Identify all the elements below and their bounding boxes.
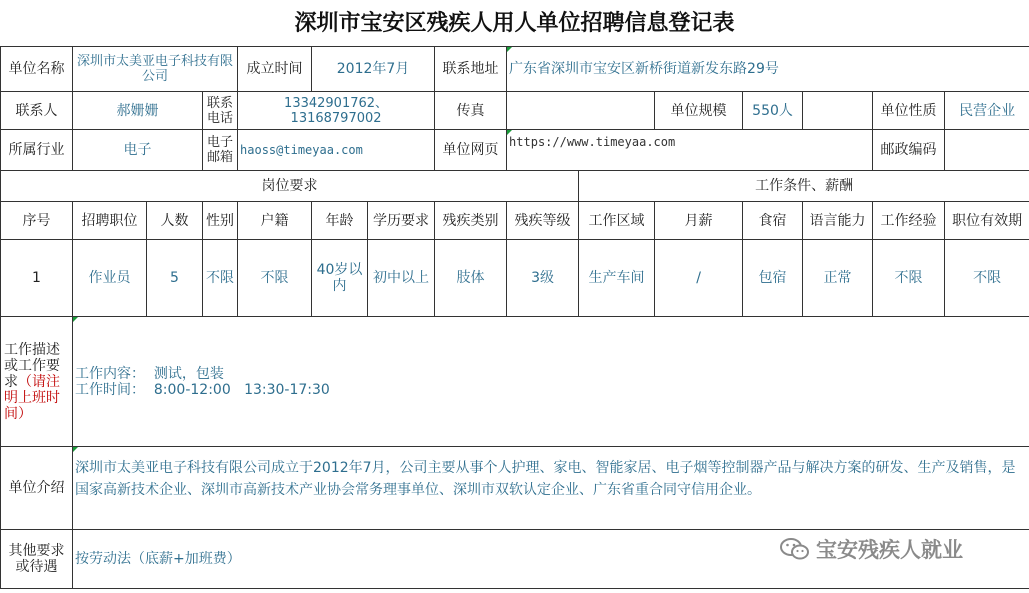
watermark bbox=[780, 534, 963, 564]
col-header-hukou: 户籍 bbox=[238, 202, 312, 240]
fax-value bbox=[507, 92, 655, 130]
job-education: 初中以上 bbox=[368, 240, 435, 317]
row-column-headers bbox=[1, 202, 1029, 240]
unit-name-value: 深圳市太美亚电子科技有限公司 bbox=[73, 47, 238, 92]
job-disability-type: 肢体 bbox=[435, 240, 507, 317]
job-validity: 不限 bbox=[945, 240, 1029, 317]
email-value: haoss@timeyaa.com bbox=[238, 130, 435, 171]
industry-value: 电子 bbox=[73, 130, 203, 171]
description-time-line: 工作时间： 8:00-12:00 13:30-17:30 bbox=[75, 381, 330, 398]
postcode-label: 邮政编码 bbox=[873, 130, 945, 171]
job-experience: 不限 bbox=[873, 240, 945, 317]
col-header-language: 语言能力 bbox=[803, 202, 873, 240]
job-board: 包宿 bbox=[743, 240, 803, 317]
job-language: 正常 bbox=[803, 240, 873, 317]
description-label-note: （请注明上班时间） bbox=[4, 373, 60, 422]
job-disability-level: 3级 bbox=[507, 240, 579, 317]
nature-label: 单位性质 bbox=[873, 92, 945, 130]
col-header-board: 食宿 bbox=[743, 202, 803, 240]
section-requirements: 岗位要求 bbox=[1, 171, 579, 202]
table-row bbox=[1, 240, 1029, 317]
wechat-icon bbox=[780, 537, 810, 561]
watermark-text: 宝安残疾人就业 bbox=[816, 538, 963, 562]
intro-text: 深圳市太美亚电子科技有限公司成立于2012年7月，公司主要从事个人护理、家电、智能家居、电子烟等控制器产品与解决方案的研发、生产及销售，是国家高新技术企业、深圳市高新技术产业协会常务理事单位、深圳市双软认定企业、广东省重合同守信用企业。 bbox=[73, 447, 1029, 530]
phone-label: 联系电话 bbox=[203, 92, 238, 130]
description-label-main: 工作描述或工作要求 bbox=[4, 341, 60, 390]
description-content-line: 工作内容： 测试，包装 bbox=[75, 365, 224, 382]
founded-value: 2012年7月 bbox=[312, 47, 435, 92]
postcode-value bbox=[945, 130, 1029, 171]
section-conditions: 工作条件、薪酬 bbox=[579, 171, 1029, 202]
scale-label: 单位规模 bbox=[655, 92, 743, 130]
col-header-count: 人数 bbox=[147, 202, 203, 240]
job-gender: 不限 bbox=[203, 240, 238, 317]
col-header-salary: 月薪 bbox=[655, 202, 743, 240]
address-label: 联系地址 bbox=[435, 47, 507, 92]
col-header-experience: 工作经验 bbox=[873, 202, 945, 240]
row-unit-name bbox=[1, 47, 1029, 92]
job-hukou: 不限 bbox=[238, 240, 312, 317]
col-header-education: 学历要求 bbox=[368, 202, 435, 240]
col-header-disability-type: 残疾类别 bbox=[435, 202, 507, 240]
col-header-gender: 性别 bbox=[203, 202, 238, 240]
other-text: 按劳动法（底薪+加班费） bbox=[73, 530, 1029, 589]
row-industry bbox=[1, 130, 1029, 171]
row-description bbox=[1, 317, 1029, 447]
col-header-no: 序号 bbox=[1, 202, 73, 240]
other-label: 其他要求或待遇 bbox=[1, 530, 73, 589]
registration-table bbox=[0, 46, 1029, 589]
contact-label: 联系人 bbox=[1, 92, 73, 130]
unit-name-label: 单位名称 bbox=[1, 47, 73, 92]
phone-value: 13342901762、13168797002 bbox=[238, 92, 435, 130]
col-header-work-area: 工作区域 bbox=[579, 202, 655, 240]
job-work-area: 生产车间 bbox=[579, 240, 655, 317]
job-salary: / bbox=[655, 240, 743, 317]
scale-spacer bbox=[803, 92, 873, 130]
row-sections bbox=[1, 171, 1029, 202]
address-value: 广东省深圳市宝安区新桥街道新发东路29号 bbox=[507, 47, 1029, 92]
industry-label: 所属行业 bbox=[1, 130, 73, 171]
col-header-disability-level: 残疾等级 bbox=[507, 202, 579, 240]
scale-value: 550人 bbox=[743, 92, 803, 130]
contact-value: 郝姗姗 bbox=[73, 92, 203, 130]
job-count: 5 bbox=[147, 240, 203, 317]
row-intro bbox=[1, 447, 1029, 530]
website-label: 单位网页 bbox=[435, 130, 507, 171]
col-header-validity: 职位有效期 bbox=[945, 202, 1029, 240]
row-contact bbox=[1, 92, 1029, 130]
col-header-age: 年龄 bbox=[312, 202, 368, 240]
job-age: 40岁以内 bbox=[312, 240, 368, 317]
col-header-position: 招聘职位 bbox=[73, 202, 147, 240]
job-position: 作业员 bbox=[73, 240, 147, 317]
form-title: 深圳市宝安区残疾人用人单位招聘信息登记表 bbox=[294, 10, 735, 36]
job-no: 1 bbox=[1, 240, 73, 317]
nature-value: 民营企业 bbox=[945, 92, 1029, 130]
founded-label: 成立时间 bbox=[238, 47, 312, 92]
fax-label: 传真 bbox=[435, 92, 507, 130]
description-label bbox=[1, 317, 73, 447]
intro-label: 单位介绍 bbox=[1, 447, 73, 530]
email-label: 电子邮箱 bbox=[203, 130, 238, 171]
description-content bbox=[73, 317, 1029, 447]
website-value: https://www.timeyaa.com bbox=[507, 130, 873, 171]
